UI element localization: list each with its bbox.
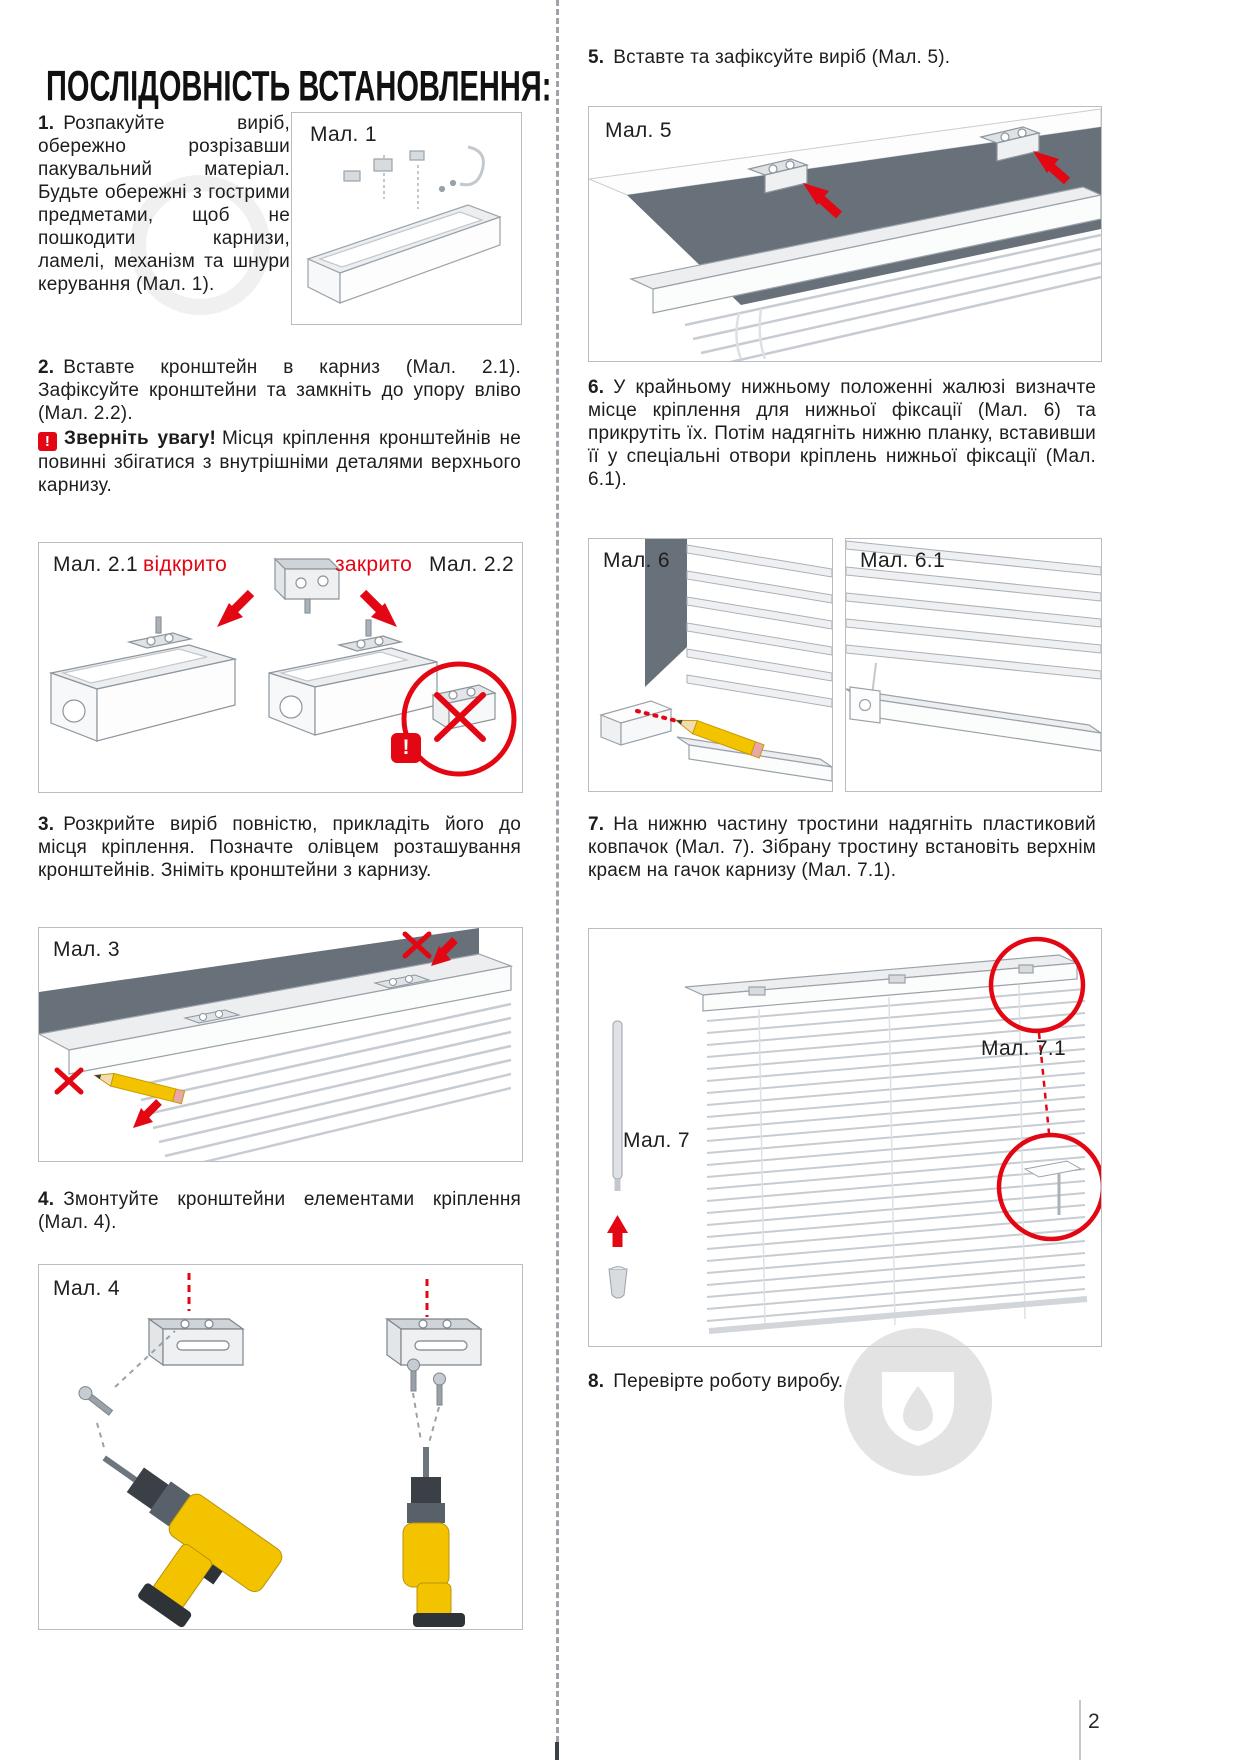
step-2-block: [38, 356, 521, 497]
figure-4: [38, 1264, 523, 1630]
watermark-logo: [842, 1326, 994, 1478]
bracket-icon: [387, 1319, 481, 1365]
figure-5-drawing: [589, 107, 1101, 361]
red-arrow-icon: [133, 1102, 159, 1128]
figure-7-label: Мал. 7: [623, 1129, 690, 1152]
screw-icon: [76, 1384, 114, 1418]
figure-6-1-label: Мал. 6.1: [860, 549, 945, 572]
step-3: [38, 813, 521, 882]
figure-2-drawing: [39, 543, 522, 792]
step-2: [38, 356, 521, 425]
divider-end-mark: [555, 1742, 559, 1760]
fix-bracket: [601, 701, 671, 745]
step-4-text: Змонтуйте кронштейни елементами кріплення (Мал. 4).: [38, 1189, 521, 1233]
step-2-warning: [38, 427, 521, 497]
headrail: [685, 955, 1077, 1011]
step-6-text: У крайньому нижньому положенні жалюзі визначте місце кріплення для нижньої фіксації (Мал. 6) та прикрутіть їх. Потім надягніть нижню планку, вставивши її у спеціальні отвори кріплень нижньої фіксації (Мал. 6.1).: [588, 377, 1096, 490]
step-6: [588, 376, 1096, 491]
cord: [736, 313, 741, 359]
step-1-number: 1.: [38, 113, 55, 134]
figure-2-2-label: Мал. 2.2: [429, 553, 514, 576]
figure-6-1: [845, 538, 1102, 792]
figure-5-label: Мал. 5: [605, 119, 672, 142]
plastic-cap: [609, 1267, 627, 1298]
figure-3: [38, 927, 523, 1162]
column-divider: [556, 0, 559, 1760]
step-5-text: Вставте та зафіксуйте виріб (Мал. 5).: [613, 47, 951, 68]
step-6-number: 6.: [588, 377, 605, 398]
step-8-number: 8.: [588, 1371, 605, 1392]
figure-1-label: Мал. 1: [310, 123, 377, 146]
step-7-text: На нижню частину тростини надягніть пластиковий ковпачок (Мал. 7). Зібрану тростину встановіть верхнім краєм на гачок карнизу (Мал. 7.1).: [588, 814, 1096, 881]
cord: [760, 309, 765, 359]
figure-3-label: Мал. 3: [53, 938, 120, 961]
warning-title: Зверніть увагу!: [64, 428, 217, 449]
page-title: ПОСЛІДОВНІСТЬ ВСТАНОВЛЕННЯ:: [46, 62, 552, 110]
cornice-exploded-view: [308, 147, 500, 303]
figure-6-1-drawing: [846, 539, 1101, 791]
red-arrow-icon: [217, 593, 251, 627]
bottom-rail: [846, 687, 1101, 751]
footer-divider: [1079, 1700, 1081, 1760]
step-3-text: Розкрийте виріб повністю, прикладіть його до місця кріплення. Позначте олівцем розташування кронштейнів. Зніміть кронштейни з карнизу.: [38, 814, 521, 881]
screw-icon: [408, 1359, 446, 1405]
step-2-text: Вставте кронштейн в карниз (Мал. 2.1). Зафіксуйте кронштейни та замкніть до упору вліво (Мал. 2.2).: [38, 357, 521, 424]
closed-label: закрито: [335, 553, 413, 576]
cornice-closed: [269, 620, 437, 735]
figure-1: [291, 112, 522, 325]
figure-2-1-label: Мал. 2.1: [53, 553, 138, 576]
figure-6-label: Мал. 6: [603, 549, 670, 572]
step-7: [588, 813, 1096, 882]
page-number: 2: [1088, 1710, 1100, 1733]
warning-text: Місця кріплення кронштейнів не повинні збігатися з внутрішніми деталями верхнього карнизу.: [38, 428, 521, 496]
step-4: [38, 1188, 521, 1234]
warning-icon: !: [38, 432, 57, 451]
tilt-wand: [613, 1021, 622, 1191]
pencil-icon: [93, 1069, 184, 1104]
step-5: [588, 46, 1093, 69]
figure-4-label: Мал. 4: [53, 1277, 120, 1300]
drill-icon: [50, 1437, 286, 1629]
open-label: відкрито: [143, 553, 228, 576]
step-5-number: 5.: [588, 47, 605, 68]
slats: [687, 545, 832, 707]
figure-6-drawing: [589, 539, 832, 791]
drill-icon: [403, 1447, 465, 1627]
figure-2: [38, 542, 523, 793]
step-8-text: Перевірте роботу виробу.: [613, 1371, 844, 1392]
up-arrow-icon: [607, 1215, 628, 1247]
figure-6: [588, 538, 833, 792]
figure-3-drawing: [39, 928, 522, 1161]
step-2-number: 2.: [38, 357, 55, 378]
cornice-open: [51, 617, 235, 741]
step-4-number: 4.: [38, 1189, 55, 1210]
bracket-icon: [275, 559, 339, 613]
step-3-number: 3.: [38, 814, 55, 835]
figure-7-1-label: Мал. 7.1: [981, 1037, 1066, 1060]
step-7-number: 7.: [588, 814, 605, 835]
warning-badge-icon: !: [391, 733, 421, 763]
step-1: [38, 112, 290, 296]
figure-5: [588, 106, 1102, 362]
bracket-icon: [149, 1319, 243, 1365]
step-1-text: Розпакуйте виріб, обережно розрізавши пакувальний матеріал. Будьте обережні з гострими предметами, щоб не пошкодити карнизи, ламелі, механізм та шнури керування (Мал. 1).: [38, 113, 290, 295]
figure-7: [588, 928, 1102, 1347]
figure-4-drawing: [39, 1265, 522, 1629]
